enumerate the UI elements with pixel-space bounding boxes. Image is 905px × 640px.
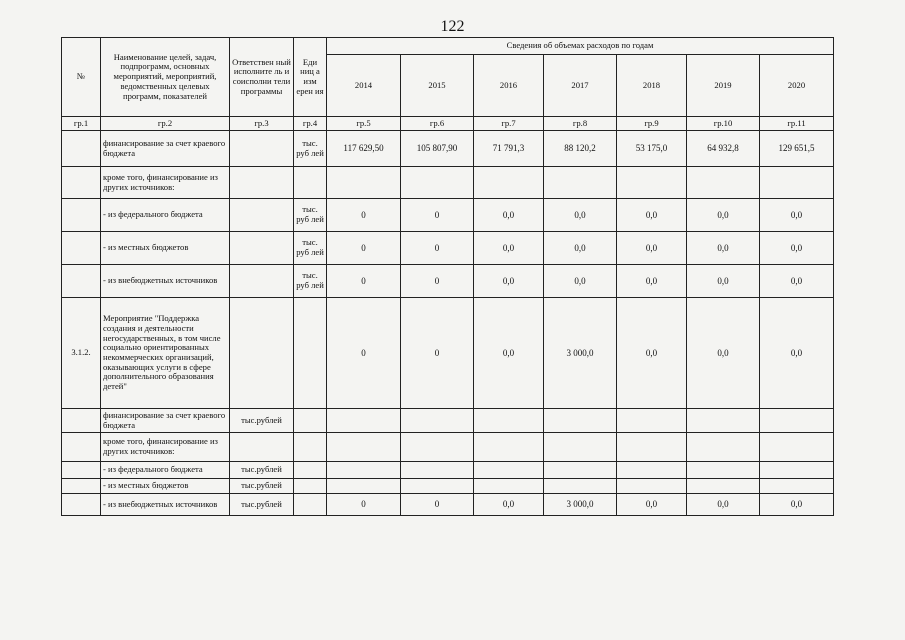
value-cell bbox=[544, 462, 617, 479]
row-name: кроме того, финансирование из других источников: bbox=[101, 433, 230, 462]
value-cell: 0,0 bbox=[687, 199, 760, 232]
value-cell bbox=[327, 433, 401, 462]
row-name: - из федерального бюджета bbox=[101, 462, 230, 479]
value-cell: 0 bbox=[327, 199, 401, 232]
value-cell: 0,0 bbox=[474, 494, 544, 516]
row-number bbox=[62, 409, 101, 433]
value-cell: 0 bbox=[327, 265, 401, 298]
value-cell: 0,0 bbox=[760, 494, 834, 516]
row-responsible bbox=[230, 433, 294, 462]
value-cell: 0,0 bbox=[544, 232, 617, 265]
year-header: 2016 bbox=[474, 55, 544, 117]
header-spending: Сведения об объемах расходов по годам bbox=[327, 38, 834, 55]
row-responsible bbox=[230, 298, 294, 409]
table-row bbox=[62, 494, 834, 516]
row-name: финансирование за счет краевого бюджета bbox=[101, 131, 230, 167]
value-cell bbox=[327, 462, 401, 479]
column-number: гр.4 bbox=[294, 117, 327, 131]
value-cell bbox=[617, 433, 687, 462]
value-cell bbox=[544, 409, 617, 433]
value-cell bbox=[617, 409, 687, 433]
row-unit: тыс. руб лей bbox=[294, 131, 327, 167]
table-row bbox=[62, 232, 834, 265]
value-cell: 0,0 bbox=[760, 232, 834, 265]
value-cell bbox=[401, 479, 474, 494]
value-cell bbox=[760, 433, 834, 462]
value-cell: 88 120,2 bbox=[544, 131, 617, 167]
column-number: гр.5 bbox=[327, 117, 401, 131]
row-responsible bbox=[230, 232, 294, 265]
value-cell bbox=[617, 167, 687, 199]
value-cell bbox=[617, 479, 687, 494]
value-cell: 129 651,5 bbox=[760, 131, 834, 167]
column-number: гр.10 bbox=[687, 117, 760, 131]
value-cell: 0,0 bbox=[617, 494, 687, 516]
value-cell: 71 791,3 bbox=[474, 131, 544, 167]
value-cell: 0,0 bbox=[617, 265, 687, 298]
value-cell bbox=[760, 462, 834, 479]
column-number: гр.7 bbox=[474, 117, 544, 131]
row-unit: тыс. руб лей bbox=[294, 199, 327, 232]
value-cell bbox=[327, 479, 401, 494]
value-cell bbox=[544, 167, 617, 199]
value-cell bbox=[474, 462, 544, 479]
header-unit: Еди ниц а изм ерен ия bbox=[294, 38, 327, 117]
value-cell bbox=[401, 167, 474, 199]
value-cell: 53 175,0 bbox=[617, 131, 687, 167]
expenditure-table bbox=[61, 37, 834, 516]
value-cell bbox=[401, 433, 474, 462]
value-cell: 0 bbox=[401, 494, 474, 516]
row-number: 3.1.2. bbox=[62, 298, 101, 409]
value-cell bbox=[474, 167, 544, 199]
row-responsible: тыс.рублей bbox=[230, 462, 294, 479]
year-header: 2020 bbox=[760, 55, 834, 117]
row-name: - из местных бюджетов bbox=[101, 232, 230, 265]
column-number: гр.8 bbox=[544, 117, 617, 131]
value-cell bbox=[327, 167, 401, 199]
value-cell: 0,0 bbox=[544, 199, 617, 232]
row-unit bbox=[294, 167, 327, 199]
row-name: - из внебюджетных источников bbox=[101, 265, 230, 298]
value-cell: 0,0 bbox=[760, 265, 834, 298]
row-unit bbox=[294, 433, 327, 462]
header-responsible: Ответствен ный исполните ль и соисполни тели программы bbox=[230, 38, 294, 117]
value-cell: 0,0 bbox=[687, 232, 760, 265]
value-cell: 0 bbox=[401, 265, 474, 298]
value-cell bbox=[401, 409, 474, 433]
value-cell: 117 629,50 bbox=[327, 131, 401, 167]
table-row bbox=[62, 131, 834, 167]
value-cell bbox=[474, 433, 544, 462]
row-number bbox=[62, 494, 101, 516]
value-cell bbox=[687, 409, 760, 433]
column-number: гр.2 bbox=[101, 117, 230, 131]
value-cell: 0,0 bbox=[474, 265, 544, 298]
table-row bbox=[62, 265, 834, 298]
value-cell: 0,0 bbox=[617, 199, 687, 232]
row-number bbox=[62, 167, 101, 199]
column-number: гр.11 bbox=[760, 117, 834, 131]
table-row bbox=[62, 433, 834, 462]
table-row bbox=[62, 167, 834, 199]
table-row bbox=[62, 298, 834, 409]
column-number: гр.9 bbox=[617, 117, 687, 131]
value-cell bbox=[687, 167, 760, 199]
value-cell bbox=[617, 462, 687, 479]
value-cell: 0,0 bbox=[474, 199, 544, 232]
year-header: 2019 bbox=[687, 55, 760, 117]
column-number-row bbox=[62, 117, 834, 131]
row-responsible: тыс.рублей bbox=[230, 479, 294, 494]
value-cell bbox=[401, 462, 474, 479]
value-cell bbox=[760, 409, 834, 433]
value-cell: 3 000,0 bbox=[544, 494, 617, 516]
value-cell bbox=[760, 167, 834, 199]
value-cell bbox=[544, 433, 617, 462]
row-unit bbox=[294, 298, 327, 409]
value-cell: 0 bbox=[327, 494, 401, 516]
row-unit bbox=[294, 479, 327, 494]
value-cell bbox=[760, 479, 834, 494]
table-row bbox=[62, 479, 834, 494]
value-cell: 105 807,90 bbox=[401, 131, 474, 167]
row-number bbox=[62, 232, 101, 265]
column-number: гр.1 bbox=[62, 117, 101, 131]
year-header: 2018 bbox=[617, 55, 687, 117]
row-name: - из федерального бюджета bbox=[101, 199, 230, 232]
row-unit bbox=[294, 494, 327, 516]
row-number bbox=[62, 462, 101, 479]
row-responsible bbox=[230, 265, 294, 298]
row-number bbox=[62, 433, 101, 462]
value-cell: 0 bbox=[327, 232, 401, 265]
page-number: 122 bbox=[440, 18, 465, 35]
row-responsible bbox=[230, 131, 294, 167]
row-unit: тыс. руб лей bbox=[294, 232, 327, 265]
value-cell: 3 000,0 bbox=[544, 298, 617, 409]
row-number bbox=[62, 479, 101, 494]
value-cell: 0 bbox=[401, 232, 474, 265]
value-cell bbox=[687, 479, 760, 494]
row-name: кроме того, финансирование из других источников: bbox=[101, 167, 230, 199]
header-name: Наименование целей, задач, подпрограмм, основных мероприятий, мероприятий, ведомственных целевых программ, показателей bbox=[101, 38, 230, 117]
row-responsible: тыс.рублей bbox=[230, 409, 294, 433]
header-num: № bbox=[62, 38, 101, 117]
row-responsible bbox=[230, 199, 294, 232]
row-responsible bbox=[230, 167, 294, 199]
value-cell: 0,0 bbox=[760, 298, 834, 409]
value-cell: 0,0 bbox=[617, 232, 687, 265]
row-name: финансирование за счет краевого бюджета bbox=[101, 409, 230, 433]
column-number: гр.6 bbox=[401, 117, 474, 131]
value-cell: 0,0 bbox=[687, 298, 760, 409]
row-number bbox=[62, 199, 101, 232]
value-cell bbox=[327, 409, 401, 433]
value-cell bbox=[687, 462, 760, 479]
row-name: Мероприятие "Поддержка создания и деятельности негосударственных, в том числе социально ориентированных некоммерческих организаций, оказывающих услуги в сфере дополнительного образования детей" bbox=[101, 298, 230, 409]
value-cell bbox=[544, 479, 617, 494]
year-header: 2017 bbox=[544, 55, 617, 117]
value-cell: 0,0 bbox=[617, 298, 687, 409]
row-responsible: тыс.рублей bbox=[230, 494, 294, 516]
value-cell: 0,0 bbox=[687, 265, 760, 298]
value-cell bbox=[474, 479, 544, 494]
value-cell: 0,0 bbox=[760, 199, 834, 232]
row-name: - из местных бюджетов bbox=[101, 479, 230, 494]
year-header: 2015 bbox=[401, 55, 474, 117]
row-unit bbox=[294, 409, 327, 433]
table-row bbox=[62, 409, 834, 433]
value-cell: 0 bbox=[401, 298, 474, 409]
column-number: гр.3 bbox=[230, 117, 294, 131]
row-unit: тыс. руб лей bbox=[294, 265, 327, 298]
value-cell: 0,0 bbox=[474, 232, 544, 265]
value-cell: 0 bbox=[327, 298, 401, 409]
row-number bbox=[62, 265, 101, 298]
row-name: - из внебюджетных источников bbox=[101, 494, 230, 516]
value-cell: 64 932,8 bbox=[687, 131, 760, 167]
table-row bbox=[62, 199, 834, 232]
value-cell bbox=[687, 433, 760, 462]
row-number bbox=[62, 131, 101, 167]
year-header: 2014 bbox=[327, 55, 401, 117]
value-cell: 0,0 bbox=[474, 298, 544, 409]
value-cell bbox=[474, 409, 544, 433]
table-row bbox=[62, 462, 834, 479]
value-cell: 0,0 bbox=[687, 494, 760, 516]
value-cell: 0,0 bbox=[544, 265, 617, 298]
row-unit bbox=[294, 462, 327, 479]
value-cell: 0 bbox=[401, 199, 474, 232]
